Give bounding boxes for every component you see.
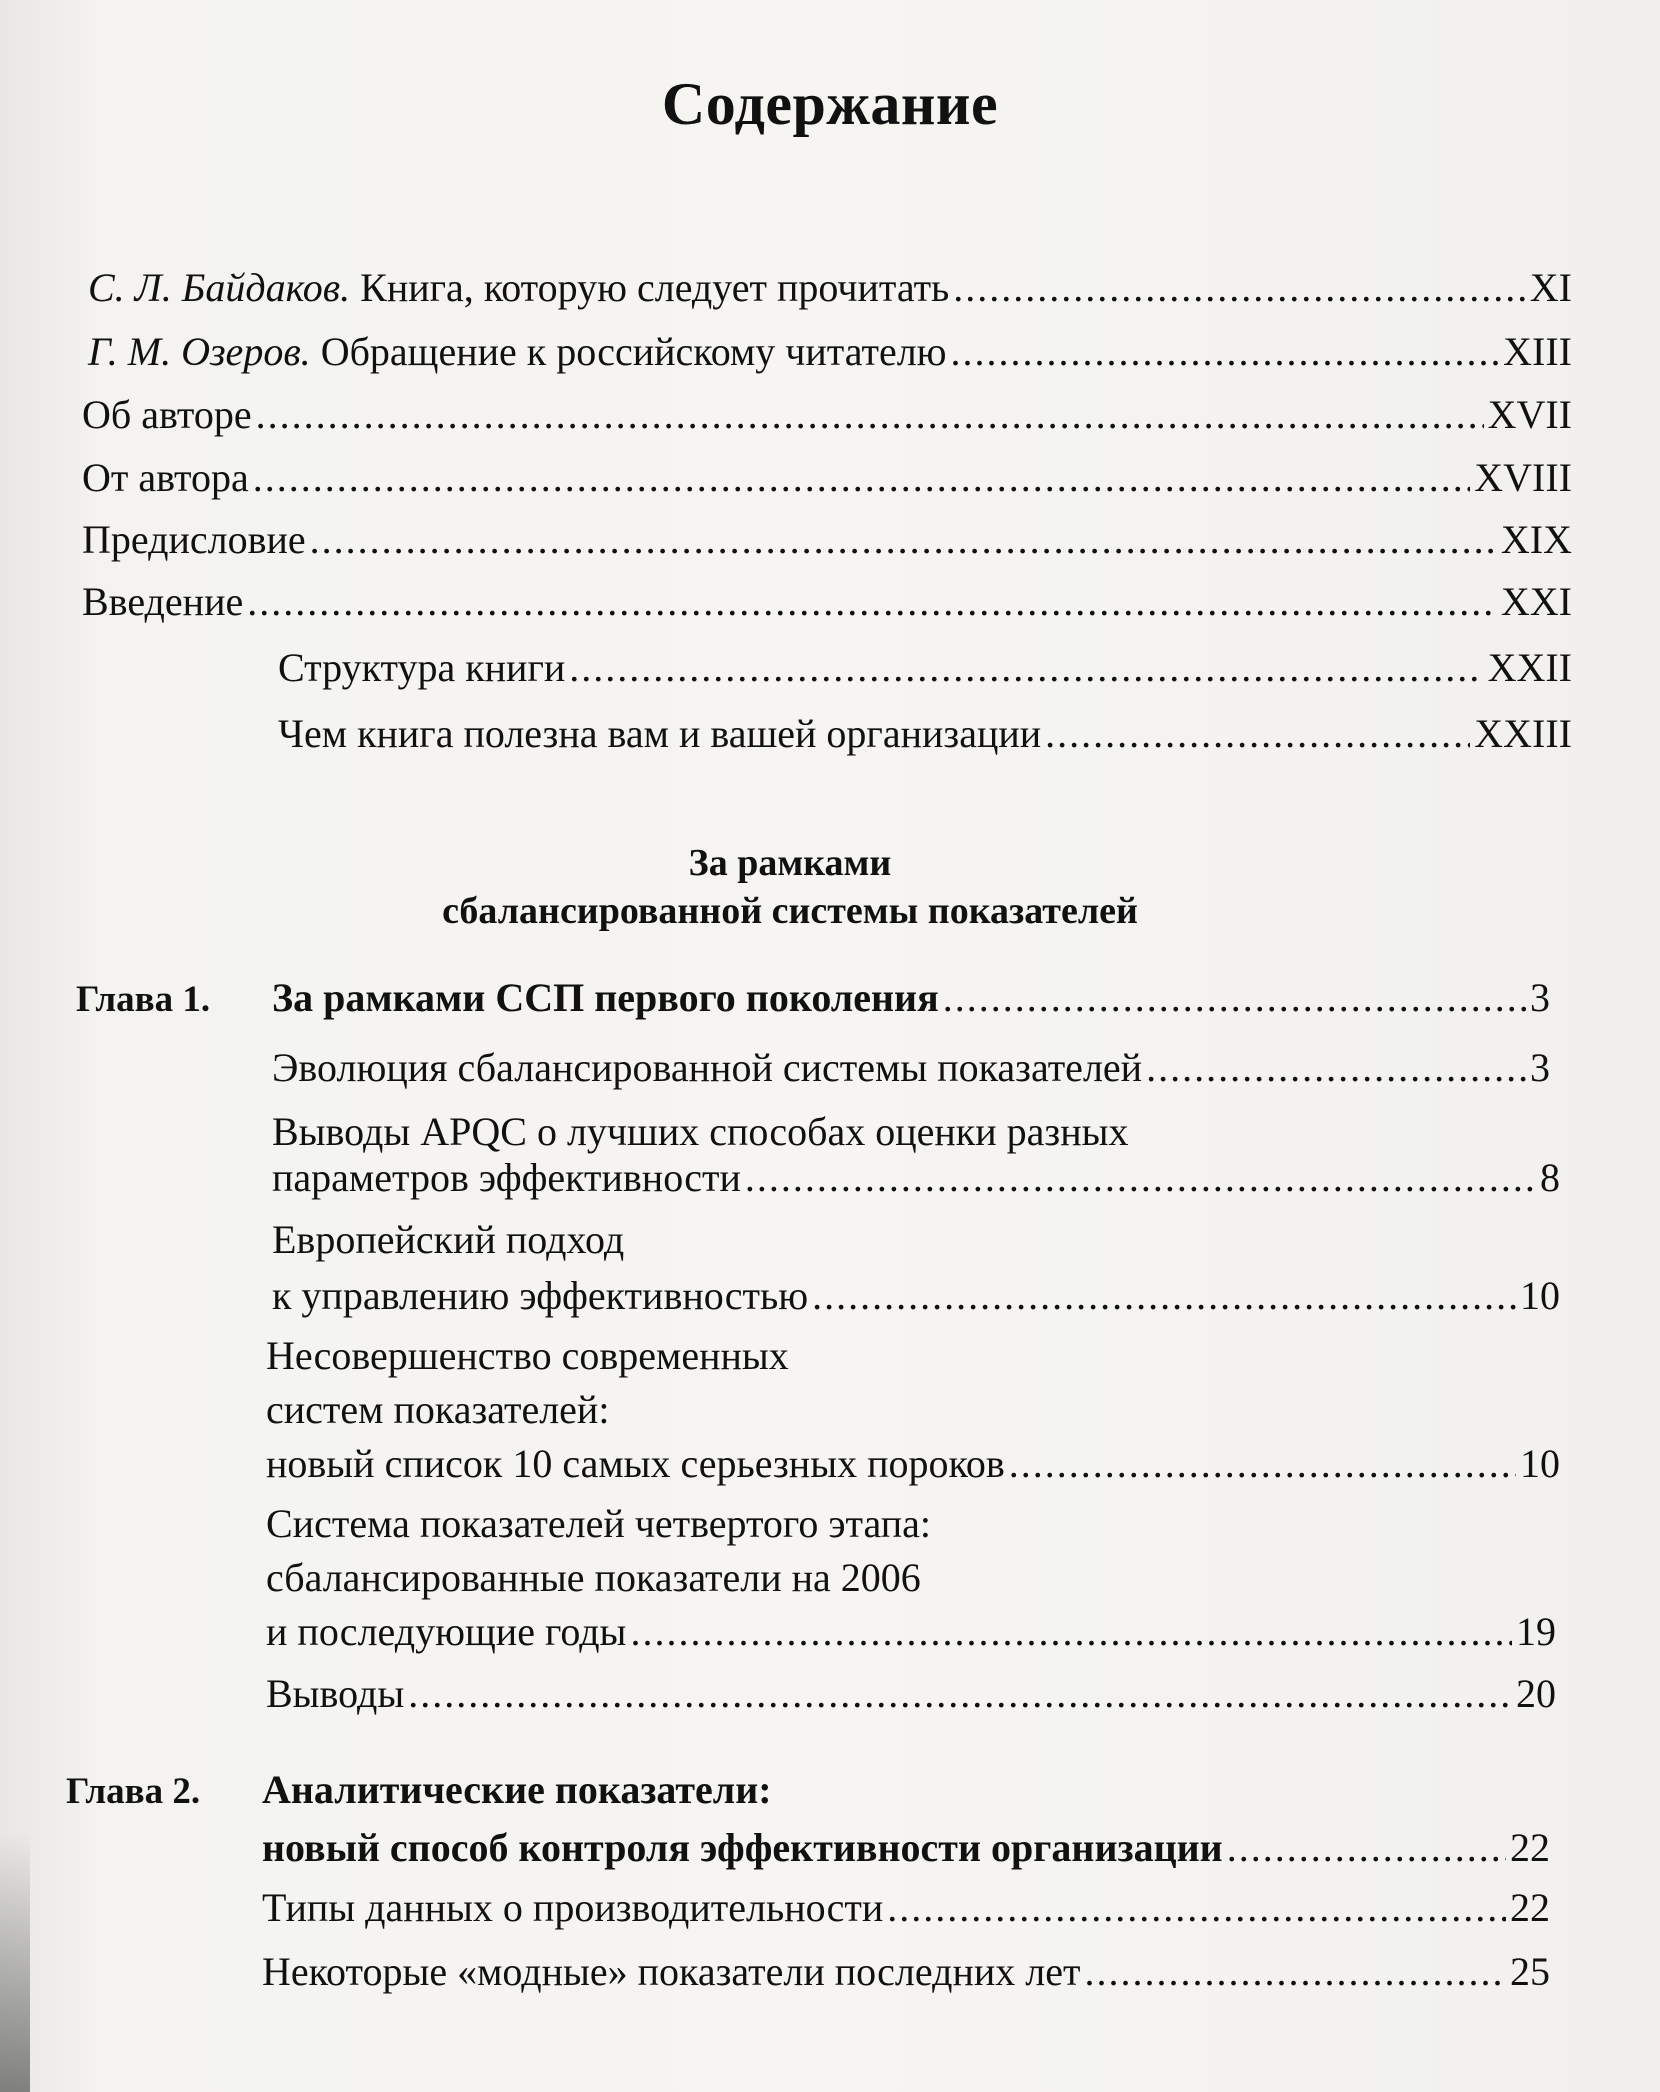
entry-title: От автора (82, 455, 249, 500)
leader-dots (812, 1274, 1516, 1318)
chapter-title: новый способ контроля эффективности организации (262, 1825, 1223, 1870)
entry-title: Типы данных о производительности (262, 1885, 884, 1930)
toc-subentry (272, 1274, 1560, 1318)
chapter-title-line: Аналитические показатели: (262, 1767, 772, 1812)
leader-dots (253, 456, 1471, 500)
entry-title: Книга, которую следует прочитать (360, 265, 950, 310)
toc-subentry (266, 1442, 1560, 1486)
toc-entry (88, 266, 1572, 310)
toc-entry (82, 456, 1572, 500)
page-number: 3 (1530, 1045, 1550, 1090)
entry-title-line: Выводы APQC о лучших способах оценки разных (272, 1109, 1129, 1154)
chapter-title-entry (262, 1826, 1550, 1870)
page-number: 20 (1516, 1671, 1556, 1716)
leader-dots (943, 976, 1526, 1020)
entry-title: Эволюция сбалансированной системы показателей (272, 1045, 1143, 1090)
toc-entry (88, 330, 1572, 374)
leader-dots (745, 1156, 1536, 1200)
page-number: 10 (1520, 1441, 1560, 1486)
leader-dots (953, 266, 1525, 310)
entry-title-line: Европейский подход (272, 1217, 625, 1262)
chapter-title-entry (272, 976, 1550, 1020)
part-heading-line: За рамками (688, 842, 892, 884)
toc-subentry (278, 712, 1572, 756)
toc-entry (82, 393, 1572, 437)
toc-subentry (272, 1156, 1560, 1200)
page-number: XVIII (1474, 455, 1572, 500)
page-number: XI (1529, 265, 1572, 310)
entry-title: Об авторе (82, 392, 252, 437)
entry-title: новый список 10 самых серьезных пороков (266, 1441, 1005, 1486)
entry-title: Чем книга полезна вам и вашей организации (278, 711, 1042, 756)
page-number: XIII (1503, 329, 1572, 374)
entry-title: к управлению эффективностью (272, 1273, 809, 1318)
scan-shadow (0, 1832, 30, 2092)
page-number: XXIII (1474, 711, 1572, 756)
toc-entry (82, 518, 1572, 562)
page-number: 19 (1516, 1609, 1556, 1654)
entry-title: Структура книги (278, 645, 566, 690)
leader-dots (1227, 1826, 1506, 1870)
part-heading (0, 840, 1580, 935)
chapter-title: За рамками ССП первого поколения (272, 975, 939, 1020)
toc-entry (82, 580, 1572, 624)
leader-dots (569, 646, 1483, 690)
page-number: XIX (1500, 517, 1572, 562)
page-number: 22 (1510, 1825, 1550, 1870)
toc-subentry (278, 646, 1572, 690)
page-title: Содержание (661, 71, 999, 137)
toc-subentry (266, 1610, 1556, 1654)
leader-dots (310, 518, 1497, 562)
entry-title: параметров эффективности (272, 1155, 741, 1200)
page-number: 10 (1520, 1273, 1560, 1318)
entry-title: Предисловие (82, 517, 306, 562)
page-number: XVII (1487, 392, 1572, 437)
entry-title-line: сбалансированные показатели на 2006 (266, 1555, 921, 1600)
entry-title-line: систем показателей: (266, 1387, 610, 1432)
leader-dots (247, 580, 1497, 624)
page-number: 3 (1530, 975, 1550, 1020)
entry-title-line: Система показателей четвертого этапа: (266, 1501, 931, 1546)
leader-dots (887, 1886, 1506, 1930)
leader-dots (630, 1610, 1512, 1654)
entry-author: Г. М. Озеров. (88, 329, 321, 374)
page-number: 22 (1510, 1885, 1550, 1930)
leader-dots (951, 330, 1500, 374)
entry-title: и последующие годы (266, 1609, 627, 1654)
leader-dots (1045, 712, 1470, 756)
entry-title: Обращение к российскому читателю (320, 329, 947, 374)
page-number: XXI (1500, 579, 1572, 624)
toc-subentry (262, 1950, 1550, 1994)
leader-dots (1084, 1950, 1506, 1994)
leader-dots (408, 1672, 1512, 1716)
leader-dots (256, 393, 1484, 437)
page-number: 25 (1510, 1949, 1550, 1994)
toc-subentry (262, 1886, 1550, 1930)
entry-title: Введение (82, 579, 244, 624)
page-number: 8 (1540, 1155, 1560, 1200)
entry-title-line: Несовершенство современных (266, 1333, 789, 1378)
entry-author: С. Л. Байдаков. (88, 265, 361, 310)
entry-title: Некоторые «модные» показатели последних лет (262, 1949, 1081, 1994)
toc-subentry (266, 1672, 1556, 1716)
leader-dots (1146, 1046, 1526, 1090)
chapter-label: Глава 2. (66, 1771, 201, 1812)
toc-subentry (272, 1046, 1550, 1090)
chapter-label: Глава 1. (76, 979, 211, 1020)
leader-dots (1009, 1442, 1516, 1486)
entry-title: Выводы (266, 1671, 405, 1716)
page-number: XXII (1487, 645, 1572, 690)
part-heading-line: сбалансированной системы показателей (442, 889, 1138, 932)
